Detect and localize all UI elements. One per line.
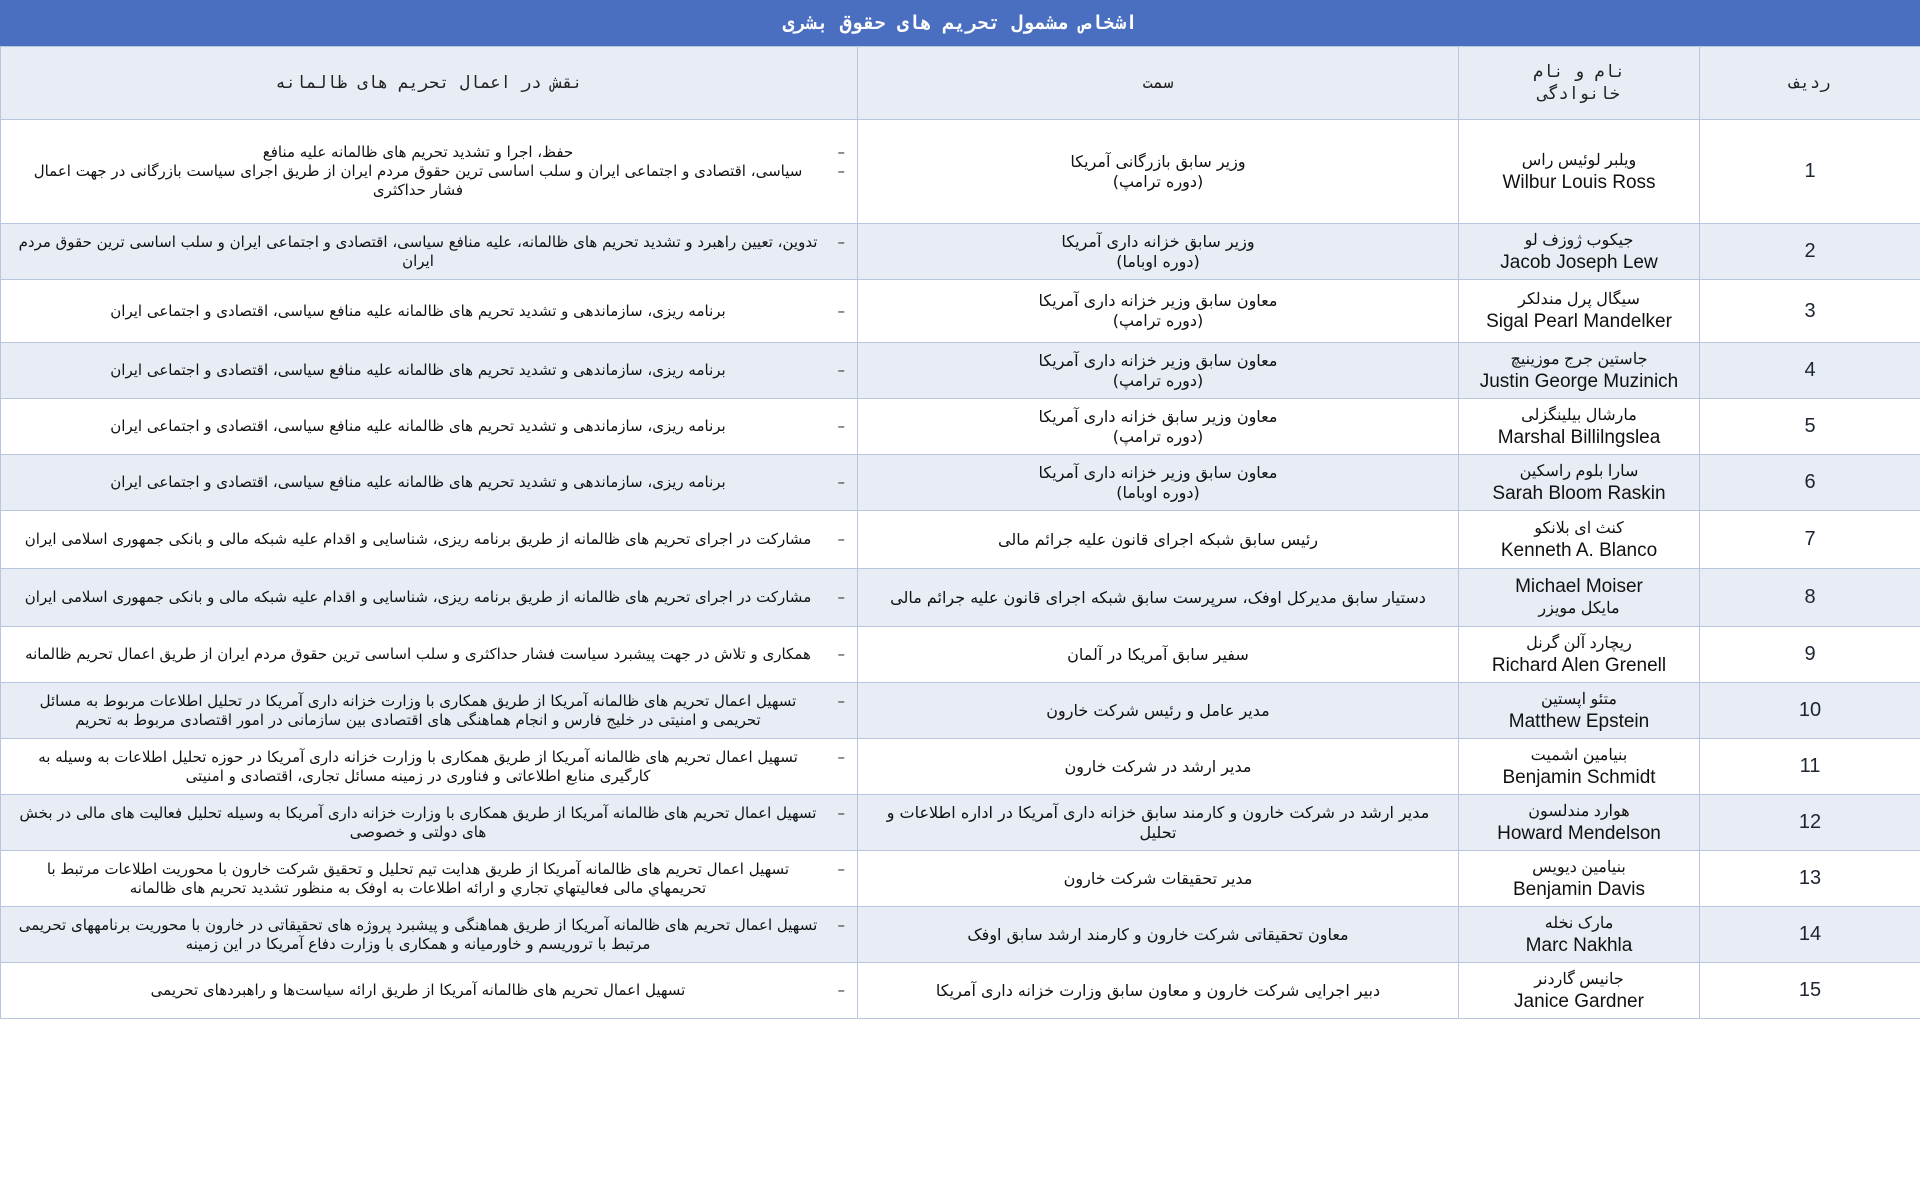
row-index: 13 <box>1700 851 1920 907</box>
table-row <box>1 569 1920 627</box>
role-item: – برنامه ریزی، سازماندهی و تشدید تحریم های ظالمانه علیه منافع سیاسی، اقتصادی و اجتماعی ایران <box>17 361 845 380</box>
table-body <box>1 120 1920 1019</box>
person-name-fa: سارا بلوم راسکین <box>1519 462 1639 480</box>
page-title: اشخاص مشمول تحریم های حقوق بشری <box>0 0 1920 46</box>
person-name-cell <box>1459 224 1700 280</box>
position-title: دستیار سابق مدیرکل اوفک، سرپرست سابق شبکه اجرای قانون علیه جرائم مالی <box>890 587 1426 607</box>
person-name-fa: مایکل مویزر <box>1538 599 1620 617</box>
role-item: – تسهیل اعمال تحریم های ظالمانه آمریکا از طریق همکاری با وزارت خزانه داری آمریکا در حوزه تحلیل اطلاعات به وسیله به کارگیری منابع اطلاعاتی و فناوری در زمینه مسائل تجاری، اقتصادی و امنیتی <box>17 748 845 786</box>
person-name-cell <box>1459 795 1700 851</box>
role-cell <box>1 851 858 907</box>
table-row <box>1 224 1920 280</box>
person-name-cell <box>1459 455 1700 511</box>
position-title: رئیس سابق شبکه اجرای قانون علیه جرائم مالی <box>997 529 1319 549</box>
position-cell <box>858 399 1459 455</box>
header-position: سمت <box>858 47 1459 120</box>
role-cell <box>1 343 858 399</box>
person-name-en: Marshal Billilngslea <box>1497 426 1661 448</box>
row-index: 4 <box>1700 343 1920 399</box>
role-list <box>17 981 845 1000</box>
position-cell <box>858 343 1459 399</box>
position-term: (دوره ترامپ) <box>1112 171 1204 191</box>
header-index: ردیف <box>1700 47 1920 120</box>
row-index: 10 <box>1700 683 1920 739</box>
person-name-en: Justin George Muzinich <box>1479 370 1679 392</box>
person-name-fa: متئو اپستین <box>1541 690 1617 708</box>
role-cell <box>1 627 858 683</box>
position-cell <box>858 455 1459 511</box>
position-title: دبیر اجرایی شرکت خارون و معاون سابق وزارت خزانه داری آمریکا <box>935 980 1381 1000</box>
role-cell <box>1 224 858 280</box>
role-item: – مشارکت در اجرای تحریم های ظالمانه از طریق برنامه ریزی، شناسایی و اقدام علیه شبکه مالی و بانکی جمهوری اسلامی ایران <box>17 588 845 607</box>
position-cell <box>858 224 1459 280</box>
person-name-fa: ویلبر لوئیس راس <box>1521 151 1637 169</box>
role-item: – تسهیل اعمال تحریم های ظالمانه آمریکا از طریق همکاری با وزارت خزانه داری آمریکا در تحلیل اطلاعات مربوط به مسائل تحریمی و امنیتی در خلیج فارس و انجام هماهنگی های اقتصادی بین سازمانی در امور اقتصادی مربوط به تحریم <box>17 692 845 730</box>
person-name-fa: سیگال پرل مندلکر <box>1518 291 1640 308</box>
role-cell <box>1 963 858 1019</box>
position-title: معاون سابق وزیر خزانه داری آمریکا <box>1038 462 1278 482</box>
position-title: معاون سابق وزیر خزانه داری آمریکا <box>1038 291 1278 310</box>
role-list <box>17 233 845 271</box>
person-name-en: Janice Gardner <box>1514 990 1644 1012</box>
role-list <box>17 860 845 898</box>
position-title: سفیر سابق آمریکا در آلمان <box>1067 644 1249 664</box>
role-item: – تدوین، تعیین راهبرد و تشدید تحریم های ظالمانه، علیه منافع سیاسی، اقتصادی و اجتماعی ایران و سلب اساسی ترین حقوق مردم ایران <box>17 233 845 271</box>
role-item: – برنامه ریزی، سازماندهی و تشدید تحریم های ظالمانه علیه منافع سیاسی، اقتصادی و اجتماعی ایران <box>17 302 845 321</box>
person-name-en: Matthew Epstein <box>1508 710 1650 732</box>
table-row <box>1 683 1920 739</box>
position-title: وزیر سابق بازرگانی آمریکا <box>1070 151 1246 171</box>
position-term: (دوره ترامپ) <box>1112 311 1204 330</box>
table-row <box>1 739 1920 795</box>
person-name-cell <box>1459 739 1700 795</box>
role-list <box>17 692 845 730</box>
person-name-cell <box>1459 683 1700 739</box>
position-title: مدیر تحقیقات شرکت خارون <box>1063 868 1253 888</box>
role-cell <box>1 511 858 569</box>
table-row <box>1 907 1920 963</box>
role-cell <box>1 455 858 511</box>
row-index: 1 <box>1700 120 1920 224</box>
person-name-fa: بنیامین دیویس <box>1532 858 1626 876</box>
row-index: 11 <box>1700 739 1920 795</box>
person-name-cell <box>1459 343 1700 399</box>
person-name-en: Richard Alen Grenell <box>1491 654 1667 676</box>
person-name-en: Howard Mendelson <box>1497 822 1661 844</box>
position-title: معاون تحقیقاتی شرکت خارون و کارمند ارشد سابق اوفک <box>967 924 1349 944</box>
person-name-cell <box>1459 569 1700 627</box>
person-name-fa: مارک نخله <box>1544 914 1614 932</box>
person-name-en: Sigal Pearl Mandelker <box>1486 311 1672 332</box>
table-row <box>1 280 1920 343</box>
role-list <box>17 417 845 436</box>
table-row <box>1 399 1920 455</box>
role-item: – سیاسی، اقتصادی و اجتماعی ایران و سلب اساسی ترین حقوق مردم ایران از طریق اجرای سیاست بازرگانی در جهت اعمال فشار حداکثری <box>17 162 845 200</box>
role-list <box>17 916 845 954</box>
role-item: – تسهیل اعمال تحریم های ظالمانه آمریکا از طریق ارائه سیاست‌ها و راهبردهای تحریمی <box>17 981 845 1000</box>
table-row <box>1 455 1920 511</box>
role-cell <box>1 280 858 343</box>
position-cell <box>858 569 1459 627</box>
row-index: 6 <box>1700 455 1920 511</box>
row-index: 12 <box>1700 795 1920 851</box>
position-term: (دوره ترامپ) <box>1112 370 1204 390</box>
position-cell <box>858 280 1459 343</box>
person-name-en: Benjamin Schmidt <box>1502 766 1656 788</box>
role-cell <box>1 907 858 963</box>
person-name-cell <box>1459 627 1700 683</box>
role-list <box>17 748 845 786</box>
person-name-cell <box>1459 399 1700 455</box>
role-list <box>17 804 845 842</box>
role-cell <box>1 120 858 224</box>
role-item: – برنامه ریزی، سازماندهی و تشدید تحریم های ظالمانه علیه منافع سیاسی، اقتصادی و اجتماعی ایران <box>17 473 845 492</box>
position-title: وزیر سابق خزانه داری آمریکا <box>1061 231 1255 251</box>
person-name-cell <box>1459 851 1700 907</box>
table-row <box>1 851 1920 907</box>
role-item: – مشارکت در اجرای تحریم های ظالمانه از طریق برنامه ریزی، شناسایی و اقدام علیه شبکه مالی و بانکی جمهوری اسلامی ایران <box>17 530 845 549</box>
role-item: – برنامه ریزی، سازماندهی و تشدید تحریم های ظالمانه علیه منافع سیاسی، اقتصادی و اجتماعی ایران <box>17 417 845 436</box>
role-item: – تسهیل اعمال تحریم های ظالمانه آمریکا از طریق همکاری با وزارت خزانه داری آمریکا به وسیله تحلیل فعالیت های مالی در بخش های دولتی و خصوصی <box>17 804 845 842</box>
row-index: 3 <box>1700 280 1920 343</box>
person-name-fa: ریچارد آلن گرنل <box>1526 634 1632 652</box>
row-index: 15 <box>1700 963 1920 1019</box>
position-cell <box>858 511 1459 569</box>
position-title: مدیر عامل و رئیس شرکت خارون <box>1046 700 1270 720</box>
person-name-fa: بنیامین اشمیت <box>1530 746 1628 764</box>
position-cell <box>858 120 1459 224</box>
person-name-fa: هوارد مندلسون <box>1528 802 1630 820</box>
row-index: 5 <box>1700 399 1920 455</box>
person-name-en: Michael Moiser <box>1515 575 1643 597</box>
position-cell <box>858 907 1459 963</box>
person-name-cell <box>1459 511 1700 569</box>
role-list <box>17 361 845 380</box>
position-cell <box>858 963 1459 1019</box>
row-index: 8 <box>1700 569 1920 627</box>
role-cell <box>1 683 858 739</box>
position-term: (دوره اوباما) <box>1116 482 1200 502</box>
sanctions-table <box>0 46 1920 1019</box>
person-name-en: Benjamin Davis <box>1513 878 1645 900</box>
position-cell <box>858 627 1459 683</box>
person-name-fa: مارشال بیلینگزلی <box>1521 406 1637 424</box>
role-item: – تسهیل اعمال تحریم های ظالمانه آمریکا از طریق هماهنگی و پیشبرد پروژه های تحقیقاتی در خارون با محوریت برنامههای تحریمی مرتبط با تروریسم و خاورمیانه و همکاری با وزارت دفاع آمریکا در این زمینه <box>17 916 845 954</box>
person-name-cell <box>1459 280 1700 343</box>
table-row <box>1 627 1920 683</box>
header-role: نقش در اعمال تحریم های ظالمانه <box>1 47 858 120</box>
position-title: مدیر ارشد در شرکت خارون <box>1064 756 1252 776</box>
role-item: – حفظ، اجرا و تشدید تحریم های ظالمانه علیه منافع <box>17 143 845 162</box>
position-cell <box>858 683 1459 739</box>
position-cell <box>858 851 1459 907</box>
table-header-row <box>1 47 1920 120</box>
role-cell <box>1 569 858 627</box>
row-index: 14 <box>1700 907 1920 963</box>
person-name-en: Jacob Joseph Lew <box>1500 251 1658 273</box>
role-cell <box>1 399 858 455</box>
position-term: (دوره اوباما) <box>1116 251 1200 271</box>
person-name-en: Sarah Bloom Raskin <box>1492 482 1666 504</box>
table-row <box>1 511 1920 569</box>
table-row <box>1 963 1920 1019</box>
role-list <box>17 645 845 664</box>
position-title: معاون سابق وزیر خزانه داری آمریکا <box>1038 350 1278 370</box>
person-name-cell <box>1459 963 1700 1019</box>
person-name-en: Marc Nakhla <box>1525 934 1633 956</box>
role-list <box>17 530 845 549</box>
person-name-fa: جانیس گاردنر <box>1534 970 1624 988</box>
person-name-en: Kenneth A. Blanco <box>1500 539 1658 561</box>
person-name-cell <box>1459 907 1700 963</box>
role-item: – همکاری و تلاش در جهت پیشبرد سیاست فشار حداکثری و سلب اساسی ترین حقوق مردم ایران از طریق اعمال تحریم ظالمانه <box>17 645 845 664</box>
header-name: نام و نام خانوادگی <box>1459 47 1700 120</box>
row-index: 9 <box>1700 627 1920 683</box>
person-name-fa: جیکوب ژوزف لو <box>1524 231 1634 249</box>
role-item: – تسهیل اعمال تحریم های ظالمانه آمریکا از طریق هدایت تیم تحلیل و تحقیق شرکت خارون با محوریت اطلاعات مرتبط با تحریمهاي مالی فعالیتهاي تجاري و ارائه اطلاعات به اوفک به منظور تشدید تحریم های ظالمانه <box>17 860 845 898</box>
position-cell <box>858 739 1459 795</box>
position-title: مدیر ارشد در شرکت خارون و کارمند سابق خزانه داری آمریکا در اداره اطلاعات و تحلیل <box>886 802 1430 842</box>
person-name-cell <box>1459 120 1700 224</box>
role-cell <box>1 739 858 795</box>
position-cell <box>858 795 1459 851</box>
person-name-fa: کنث ای بلانکو <box>1534 519 1624 537</box>
position-term: (دوره ترامپ) <box>1112 426 1204 446</box>
row-index: 7 <box>1700 511 1920 569</box>
role-list <box>17 473 845 492</box>
role-cell <box>1 795 858 851</box>
position-title: معاون وزیر سابق خزانه داری آمریکا <box>1038 406 1278 426</box>
person-name-fa: جاستین جرج موزینیچ <box>1510 350 1648 368</box>
row-index: 2 <box>1700 224 1920 280</box>
role-list <box>17 588 845 607</box>
table-row <box>1 120 1920 224</box>
table-row <box>1 343 1920 399</box>
table-row <box>1 795 1920 851</box>
role-list <box>17 143 845 200</box>
role-list <box>17 302 845 321</box>
person-name-en: Wilbur Louis Ross <box>1502 171 1656 193</box>
